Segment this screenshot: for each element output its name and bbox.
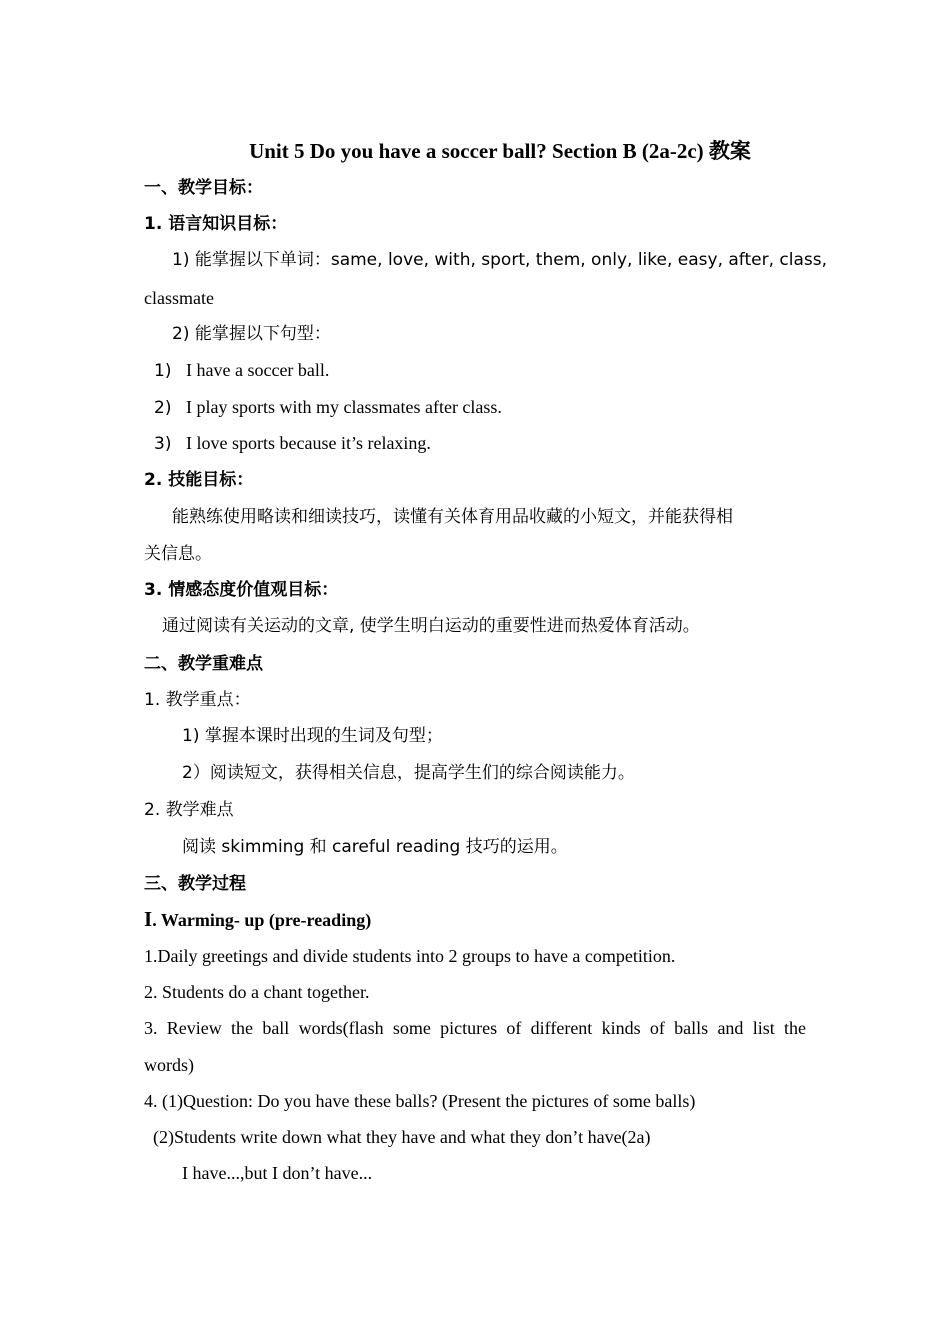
procedure-item: 3. Review the ball words(flash some pictures of different kinds of balls and list the bbox=[144, 1018, 806, 1038]
sentence-item: 1) I have a soccer ball. bbox=[154, 360, 330, 381]
key-point-item: 2）阅读短文，获得相关信息，提高学生们的综合阅读能力。 bbox=[182, 763, 635, 783]
difficult-point-text: 阅读 skimming 和 careful reading 技巧的运用。 bbox=[182, 837, 568, 857]
goal-2-heading: 2. 技能目标： bbox=[144, 470, 254, 490]
goal-3-heading: 3. 情感态度价值观目标： bbox=[144, 580, 339, 600]
procedure-subitem: (2)Students write down what they have and what they don’t have(2a) bbox=[153, 1127, 651, 1147]
document-title: Unit 5 Do you have a soccer ball? Section B (2a-2c) 教案 bbox=[249, 139, 751, 163]
key-points-heading: 1. 教学重点： bbox=[144, 690, 251, 710]
procedure-item-continued: words) bbox=[144, 1055, 194, 1075]
sentence-patterns-label: 2) 能掌握以下句型： bbox=[172, 324, 331, 344]
vocab-line: 1) 能掌握以下单词：same, love, with, sport, them, only, like, easy, after, class, bbox=[172, 250, 828, 270]
difficult-points-heading: 2. 教学难点 bbox=[144, 800, 234, 820]
procedure-item: 4. (1)Question: Do you have these balls? (Present the pictures of some balls) bbox=[144, 1091, 696, 1111]
section-2-heading: 二、教学重难点 bbox=[144, 654, 263, 674]
procedure-example: I have...,but I don’t have... bbox=[182, 1163, 373, 1183]
procedure-item: 2. Students do a chant together. bbox=[144, 982, 370, 1002]
emotion-goal-text: 通过阅读有关运动的文章, 使学生明白运动的重要性进而热爱体育活动。 bbox=[162, 616, 700, 636]
skill-goal-text: 能熟练使用略读和细读技巧，读懂有关体育用品收藏的小短文，并能获得相 bbox=[172, 507, 733, 527]
key-point-item: 1) 掌握本课时出现的生词及句型； bbox=[182, 726, 443, 746]
skill-goal-text-continued: 关信息。 bbox=[144, 544, 212, 564]
procedure-item: 1.Daily greetings and divide students into 2 groups to have a competition. bbox=[144, 946, 676, 966]
step-1-heading: I. Warming- up (pre-reading) bbox=[144, 907, 372, 931]
section-1-heading: 一、教学目标： bbox=[144, 178, 263, 198]
sentence-item: 3) I love sports because it’s relaxing. bbox=[154, 433, 431, 454]
goal-1-heading: 1. 语言知识目标： bbox=[144, 214, 288, 234]
section-3-heading: 三、教学过程 bbox=[144, 874, 246, 894]
sentence-item: 2) I play sports with my classmates after class. bbox=[154, 397, 502, 418]
vocab-line-continued: classmate bbox=[144, 288, 214, 308]
